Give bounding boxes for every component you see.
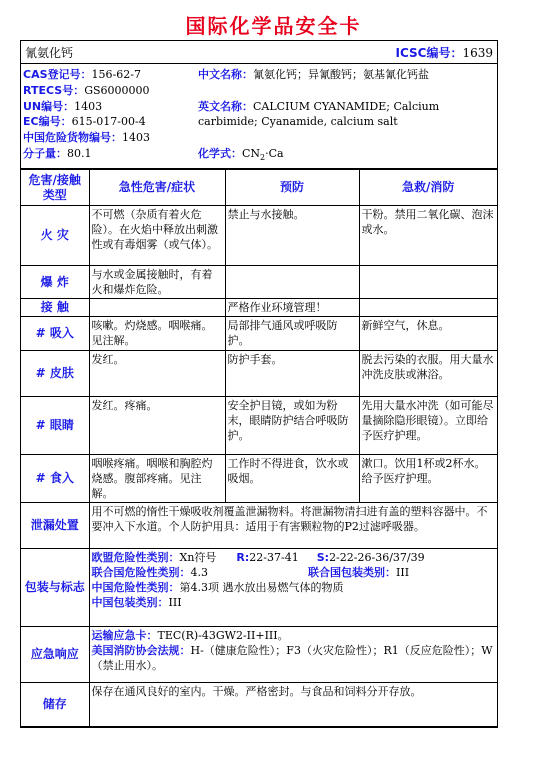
un-pack-label: 联合国包装类别： (308, 566, 396, 579)
un-class-label: 联合国危险性类别： (91, 566, 191, 579)
eyes-symptoms: 发红。疼痛。 (89, 397, 225, 455)
row-explosion (21, 266, 497, 299)
r-phrase-label: R: (236, 551, 250, 564)
exposure-firstaid (359, 299, 497, 317)
storage-text: 保存在通风良好的室内。干燥。严格密封。与食品和饲料分开存放。 (89, 683, 497, 727)
skin-symptoms: 发红。 (89, 351, 225, 397)
identification-block (21, 64, 497, 169)
mw-label: 分子量： (23, 146, 67, 160)
ingestion-prevention: 工作时不得进食，饮水或吸烟。 (225, 455, 359, 503)
inhalation-firstaid: 新鲜空气，休息。 (359, 317, 497, 351)
cn-pack-value: III (168, 596, 182, 609)
chemical-name: 氰氨化钙 (25, 45, 74, 60)
row-ingestion (21, 455, 497, 503)
row-eyes (21, 397, 497, 455)
col-type: 危害/接触类型 (21, 170, 89, 206)
ingestion-firstaid: 漱口。饮用1杯或2杯水。给予医疗护理。 (359, 455, 497, 503)
exposure-symptoms (89, 299, 225, 317)
row-spill (21, 503, 497, 549)
s-phrase-label: S: (316, 551, 330, 564)
cn-name-label: 中文名称： (198, 68, 253, 81)
un-class-value: 4.3 (190, 566, 208, 579)
skin-prevention: 防护手套。 (225, 351, 359, 397)
explosion-symptoms: 与水或金属接触时，有着火和爆炸危险。 (89, 266, 225, 299)
fire-symptoms: 不可燃（杂质有着火危险）。在火焰中释放出刺激性或有毒烟雾（或气体）。 (89, 206, 225, 266)
col-firstaid: 急救/消防 (359, 170, 497, 206)
row-inhalation (21, 317, 497, 351)
explosion-label: 爆 炸 (21, 266, 89, 299)
eu-class-label: 欧盟危险性类别： (91, 551, 180, 564)
rtecs-value: GS6000000 (84, 83, 150, 97)
icsc-number (396, 44, 494, 61)
formula-pre: CN (242, 146, 261, 160)
emergency-label: 应急响应 (21, 627, 89, 683)
inhalation-label: # 吸入 (21, 317, 89, 351)
packaging-label: 包装与标志 (21, 549, 89, 627)
hazard-table (21, 169, 497, 727)
fire-label: 火 灾 (21, 206, 89, 266)
cn-class-value: 第4.3项 遇水放出易燃气体的物质 (179, 581, 344, 594)
ec-label: EC编号： (23, 115, 72, 129)
icsc-value: 1639 (462, 45, 493, 60)
card-header (21, 41, 497, 64)
safety-card (20, 40, 498, 728)
s-phrase-value: 2-22-26-36/37/39 (329, 551, 425, 564)
eu-class-value: Xn符号 (179, 551, 217, 564)
row-packaging (21, 549, 497, 627)
fire-firstaid: 干粉。禁用二氧化碳、泡沫或水。 (359, 206, 497, 266)
en-name-value-2: carbimide; Cyanamide, calcium salt (198, 115, 398, 129)
eyes-label: # 眼睛 (21, 397, 89, 455)
inhalation-symptoms: 咳嗽。灼烧感。咽喉痛。见注解。 (89, 317, 225, 351)
col-symptoms: 急性危害/症状 (89, 170, 225, 206)
cn-pack-label: 中国包装类别： (91, 596, 169, 609)
transport-card-value: TEC(R)-43GW2-II+III。 (157, 629, 289, 642)
skin-label: # 皮肤 (21, 351, 89, 397)
icsc-label: ICSC编号： (395, 45, 463, 60)
en-name-label: 英文名称： (198, 99, 253, 113)
ingestion-label: # 食入 (21, 455, 89, 503)
row-storage (21, 683, 497, 727)
formula-sub: 2 (260, 153, 266, 163)
formula-post: ·Ca (265, 146, 284, 160)
ec-value: 615-017-00-4 (71, 115, 146, 129)
row-emergency (21, 627, 497, 683)
un-value: 1403 (74, 99, 103, 113)
row-skin (21, 351, 497, 397)
eyes-firstaid: 先用大量水冲洗（如可能尽量摘除隐形眼镜）。立即给予医疗护理。 (359, 397, 497, 455)
spill-label: 泄漏处置 (21, 503, 89, 549)
emergency-content (89, 627, 497, 683)
identifiers-right (198, 67, 493, 166)
inhalation-prevention: 局部排气通风或呼吸防护。 (225, 317, 359, 351)
cn-class-label: 中国危险性类别： (91, 581, 180, 594)
nfpa-label: 美国消防协会法规： (91, 644, 191, 657)
identifiers-left (23, 67, 198, 162)
mw-value: 80.1 (67, 146, 92, 160)
fire-prevention: 禁止与水接触。 (225, 206, 359, 266)
nfpa-value: H-（健康危险性）；F3（火灾危险性）；R1（反应危险性）；W（禁止用水）。 (91, 644, 493, 672)
cn-name-value: 氰氨化钙；异氰酸钙；氨基氰化钙盐 (253, 68, 429, 81)
un-label: UN编号： (23, 99, 75, 113)
transport-card-label: 运输应急卡： (91, 629, 158, 642)
dg-value: 1403 (122, 131, 150, 145)
spill-text: 用不可燃的惰性干燥吸收剂覆盖泄漏物料。将泄漏物清扫进有盖的塑料容器中。不要冲入下水道。个人防护用具：适用于有害颗粒物的P2过滤呼吸器。 (89, 503, 497, 549)
cas-label: CAS登记号： (23, 68, 92, 81)
explosion-prevention (225, 266, 359, 299)
r-phrase-value: 22-37-41 (249, 551, 299, 564)
rtecs-label: RTECS号： (23, 83, 85, 97)
col-prevention: 预防 (225, 170, 359, 206)
exposure-label: 接 触 (21, 299, 89, 317)
ingestion-symptoms: 咽喉疼痛。咽喉和胸腔灼烧感。腹部疼痛。见注解。 (89, 455, 225, 503)
row-exposure (21, 299, 497, 317)
explosion-firstaid (359, 266, 497, 299)
en-name-value-1: CALCIUM CYANAMIDE; Calcium (253, 99, 440, 113)
cas-value: 156-62-7 (91, 68, 141, 81)
packaging-content (89, 549, 497, 627)
skin-firstaid: 脱去污染的衣服。用大量水冲洗皮肤或淋浴。 (359, 351, 497, 397)
row-fire (21, 206, 497, 266)
un-pack-value: III (396, 566, 410, 579)
card-title: 国际化学品安全卡 (185, 14, 362, 38)
exposure-prevention: 严格作业环境管理！ (225, 299, 359, 317)
table-header-row (21, 170, 497, 206)
dg-label: 中国危险货物编号： (23, 131, 122, 145)
formula-label: 化学式： (198, 146, 242, 160)
eyes-prevention: 安全护目镜，或如为粉末，眼睛防护结合呼吸防护。 (225, 397, 359, 455)
storage-label: 储存 (21, 683, 89, 727)
